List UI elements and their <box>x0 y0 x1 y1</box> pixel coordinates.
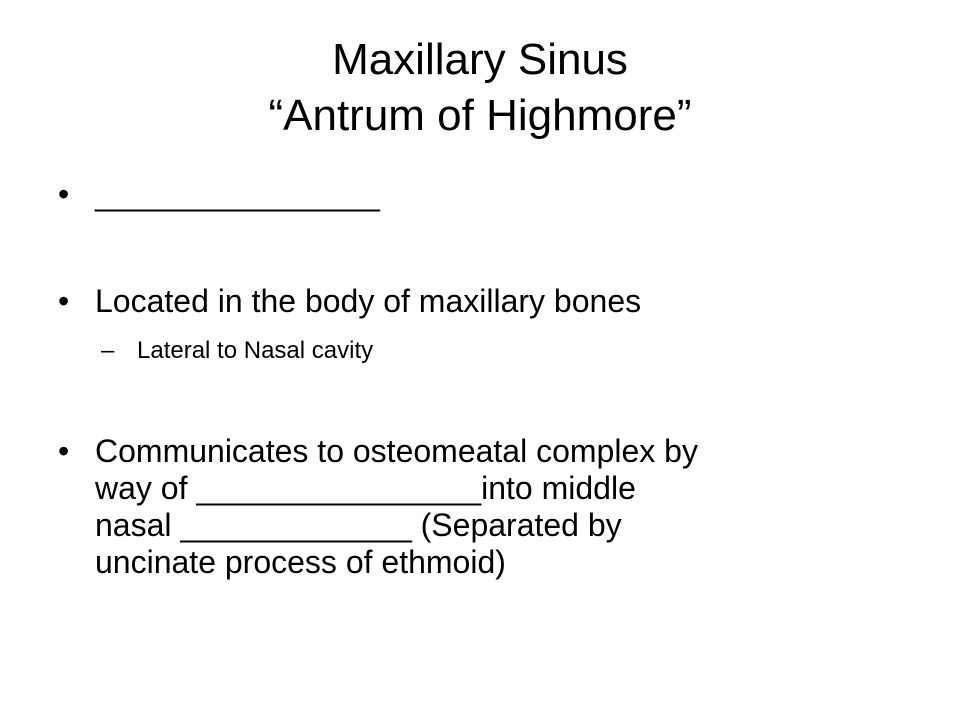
slide-title <box>0 32 960 144</box>
bullet-text-line-1: Communicates to osteomeatal complex by <box>95 433 698 469</box>
bullet-marker: • <box>58 176 70 212</box>
bullet-text-line-2: way of ________________into middle <box>95 470 636 506</box>
bullet-marker: • <box>58 433 70 469</box>
sub-bullet-marker: – <box>101 337 115 364</box>
title-line-2: “Antrum of Highmore” <box>268 91 692 140</box>
bullet-item-blank <box>58 176 908 213</box>
sub-bullet-text: Lateral to Nasal cavity <box>137 337 374 364</box>
title-line-1: Maxillary Sinus <box>332 35 628 84</box>
slide-body <box>58 176 908 581</box>
bullet-text: Located in the body of maxillary bones <box>95 283 642 319</box>
bullet-marker: • <box>58 283 70 319</box>
sub-bullet-item-lateral <box>58 336 908 366</box>
bullet-item-location <box>58 283 908 320</box>
bullet-item-communicates <box>58 433 908 581</box>
bullet-text-line-3: nasal _____________ (Separated by <box>95 507 622 543</box>
bullet-text: ________________ <box>95 176 380 212</box>
bullet-text-line-4: uncinate process of ethmoid) <box>95 544 506 580</box>
